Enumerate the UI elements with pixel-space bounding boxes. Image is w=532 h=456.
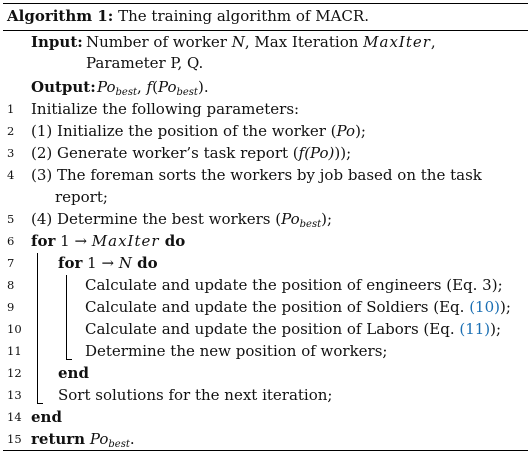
bottom-rule [3, 450, 528, 451]
line-number: 2 [7, 124, 15, 138]
line-number: 12 [7, 366, 22, 380]
line-number: 4 [7, 168, 15, 182]
caption-rule [3, 30, 528, 31]
line-text: (4) Determine the best workers $(Po_{best})$; [31, 210, 333, 230]
top-rule [3, 3, 528, 4]
output-keyword: Output: [31, 78, 96, 96]
line-text: Calculate and update the position of Soldiers (Eq. (10)); [85, 298, 511, 316]
line-text-continuation: report; [55, 188, 108, 206]
line-text: (1) Initialize the position of the worker (Po); [31, 122, 366, 140]
line-number: 14 [7, 410, 22, 424]
output-text: $Po_{best}$, $f(Po_{best})$. [97, 78, 209, 98]
line-text: for 1 → MaxIter do [31, 232, 186, 250]
line-text: Determine the new position of workers; [85, 342, 388, 360]
line-number: 1 [7, 102, 15, 116]
caption-label: Algorithm 1: [7, 7, 114, 25]
line-text: (3) The foreman sorts the workers by job based on the task [31, 166, 482, 184]
line-text: Calculate and update the position of engineers (Eq. 3); [85, 276, 503, 294]
input-keyword: Input: [31, 33, 83, 51]
line-text: Initialize the following parameters: [31, 100, 300, 118]
outer-loop-end-tick [37, 403, 43, 404]
outer-loop-bar [37, 253, 38, 404]
line-number: 9 [7, 300, 15, 314]
line-number: 15 [7, 432, 22, 446]
line-text: Sort solutions for the next iteration; [58, 386, 333, 404]
line-number: 5 [7, 212, 15, 226]
caption-title: The training algorithm of MACR. [118, 7, 369, 25]
line-text: for 1 → N do [58, 254, 158, 272]
line-text: end [31, 408, 62, 426]
line-number: 8 [7, 278, 15, 292]
line-number: 13 [7, 388, 22, 402]
equation-reference-link[interactable]: (11) [459, 320, 491, 338]
line-text: end [58, 364, 89, 382]
input-parameters: Parameter P, Q. [86, 54, 204, 72]
equation-reference-link[interactable]: (10) [469, 298, 500, 316]
line-text: (2) Generate worker’s task report (f(Po))); [31, 144, 352, 162]
inner-loop-end-tick [66, 359, 72, 360]
line-number: 3 [7, 146, 15, 160]
algorithm-caption [7, 6, 369, 26]
inner-loop-bar [66, 275, 67, 360]
line-text: return $Po_{best}$. [31, 430, 135, 450]
line-number: 7 [7, 256, 15, 270]
input-text: Number of worker N, Max Iteration MaxIter, [86, 33, 436, 51]
line-number: 10 [7, 322, 22, 336]
line-number: 6 [7, 234, 15, 248]
line-text: Calculate and update the position of Labors (Eq. (11)); [85, 320, 502, 338]
algorithm-box [3, 3, 528, 453]
line-number: 11 [7, 344, 22, 358]
